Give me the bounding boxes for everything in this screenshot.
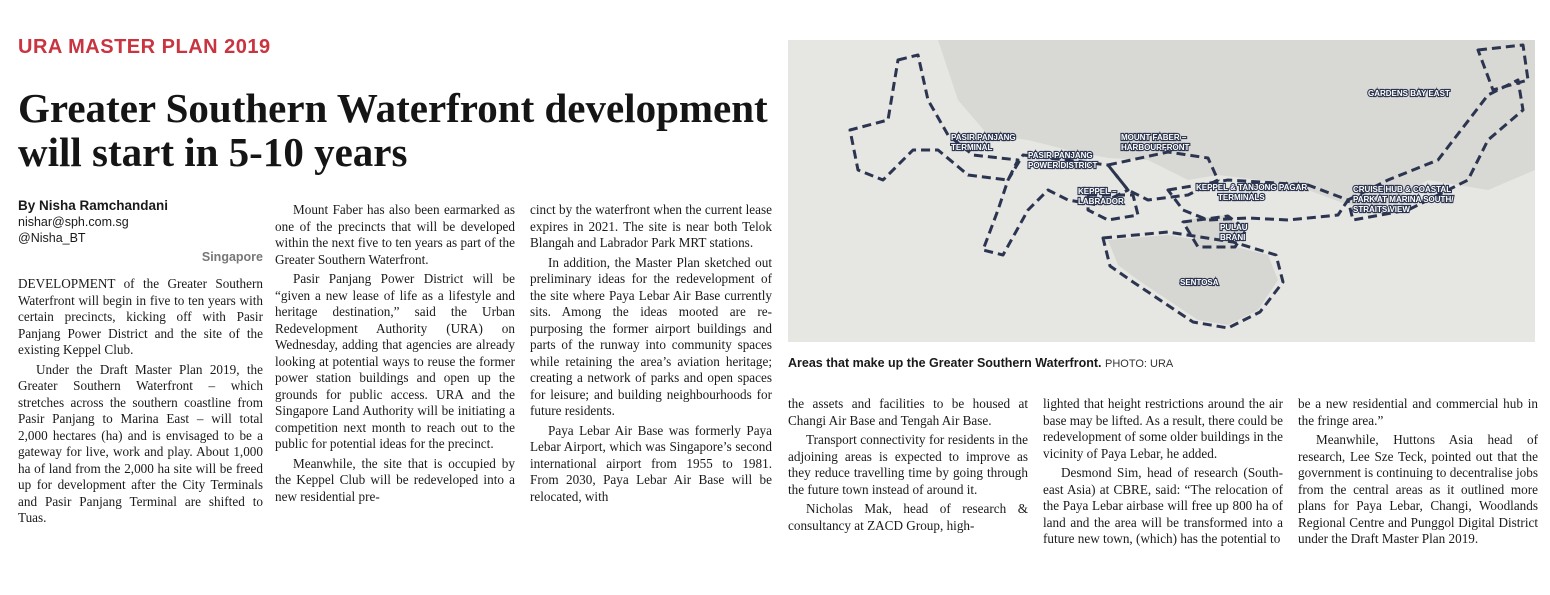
headline: Greater Southern Waterfront development will start in 5-10 years <box>18 85 768 175</box>
photo-credit: PHOTO: URA <box>1104 358 1174 370</box>
article-column-4 <box>788 396 1028 534</box>
paragraph: cinct by the waterfront when the current lease expires in 2021. The site is near both Telok Blangah and Labrador Park MRT stations. <box>530 202 772 250</box>
paragraph: Under the Draft Master Plan 2019, the Greater Southern Waterfront – which stretches across the southern coastline from Pasir Panjang to Marina East – will total 2,000 hectares (ha) and is envisaged to be a gateway for live, work and play. About 1,000 ha of land from the 2,000 ha site will be freed up for development after the City Terminals and Pasir Panjang Terminal are shifted to Tuas. <box>18 361 263 525</box>
article-column-5 <box>1043 396 1283 548</box>
paragraph: Meanwhile, Huttons Asia head of research, Lee Sze Teck, pointed out that the government is continuing to decentralise jobs from the central areas as it outlined more plans for Paya Lebar, Changi, Woodlands Regional Centre and Punggol Digital District under the Draft Master Plan 2019. <box>1298 432 1538 546</box>
paragraph: lighted that height restrictions around the air base may be lifted. As a result, there could be redevelopment of some older buildings in the vicinity of Paya Lebar, he added. <box>1043 396 1283 461</box>
label-pasir-panjang-terminal: PASIR PANJANG TERMINAL <box>951 133 1016 152</box>
dateline: Singapore <box>201 250 263 264</box>
author-email: nishar@sph.com.sg <box>18 215 129 229</box>
paragraph: Paya Lebar Air Base was formerly Paya Lebar Airport, which was Singapore’s second international airport from 1955 to 1981. From 2030, Paya Lebar Air Base will be relocated, with <box>530 422 772 504</box>
paragraph: Desmond Sim, head of research (South-east Asia) at CBRE, said: “The relocation of the Paya Lebar airbase will free up 800 ha of land and the area will be transformed into a future new town, (which) has the potential to <box>1043 465 1283 546</box>
author-name: By Nisha Ramchandani <box>18 198 169 213</box>
label-keppel-tanjong-pagar: KEPPEL & TANJONG PAGAR TERMINALS <box>1196 183 1308 202</box>
paragraph: DEVELOPMENT of the Greater Southern Waterfront will begin in five to ten years with certain precincts, kicking off with Pasir Panjang Power District and the site of the existing Keppel Club. <box>18 276 263 357</box>
paragraph: the assets and facilities to be housed at Changi Air Base and Tengah Air Base. <box>788 396 1028 428</box>
paragraph: be a new residential and commercial hub in the fringe area.” <box>1298 396 1538 428</box>
label-sentosa: SENTOSA <box>1180 278 1219 287</box>
map-caption <box>788 356 1173 370</box>
paragraph: In addition, the Master Plan sketched out preliminary ideas for the redevelopment of the site where Paya Lebar Air Base currently sits. Among the ideas mooted are re-purposing the former airport buildings and parts of the runway into community spaces while retaining the area’s aviation heritage; creating a network of parks and open spaces for leisure; and building neighbourhoods for future residents. <box>530 254 772 418</box>
paragraph: Transport connectivity for residents in the adjoining areas is expected to improve as they reduce travelling time by going through the future town instead of around it. <box>788 432 1028 497</box>
author-handle: @Nisha_BT <box>18 231 86 245</box>
section-kicker: URA MASTER PLAN 2019 <box>18 36 271 58</box>
article-column-3 <box>530 202 772 505</box>
article-column-1 <box>18 276 263 527</box>
map-graphic <box>788 40 1535 342</box>
byline <box>18 198 263 265</box>
label-gardens-bay-east: GARDENS BAY EAST <box>1368 89 1450 98</box>
label-pasir-panjang-power: PASIR PANJANG POWER DISTRICT <box>1028 151 1098 170</box>
label-keppel-labrador: KEPPEL – LABRADOR <box>1078 187 1124 206</box>
waterfront-map <box>788 40 1535 342</box>
paragraph: Meanwhile, the site that is occupied by the Keppel Club will be redeveloped into a new residential pre- <box>275 455 515 504</box>
caption-text: Areas that make up the Greater Southern Waterfront. <box>788 356 1102 370</box>
paragraph: Nicholas Mak, head of research & consultancy at ZACD Group, high- <box>788 501 1028 533</box>
label-mount-faber: MOUNT FABER – HARBOURFRONT <box>1121 133 1190 152</box>
paragraph: Mount Faber has also been earmarked as one of the precincts that will be developed within the next five to ten years as part of the Greater Southern Waterfront. <box>275 202 515 267</box>
paragraph: Pasir Panjang Power District will be “given a new lease of life as a lifestyle and heritage destination,” said the Urban Redevelopment Authority (URA) on Wednesday, adding that agencies are already looking at potential ways to reuse the former power station buildings and open up the grounds for public access. URA and the Singapore Land Authority will be initiating a competition next month to reach out to the public for potential ideas for the precinct. <box>275 271 515 451</box>
article-column-6 <box>1298 396 1538 548</box>
label-pulau-brani: PULAU BRANI <box>1220 223 1248 242</box>
label-cruise-hub: CRUISE HUB & COASTAL PARK AT MARINA SOUTH/ STRAITS VIEW <box>1353 185 1454 214</box>
article-column-2 <box>275 202 515 505</box>
